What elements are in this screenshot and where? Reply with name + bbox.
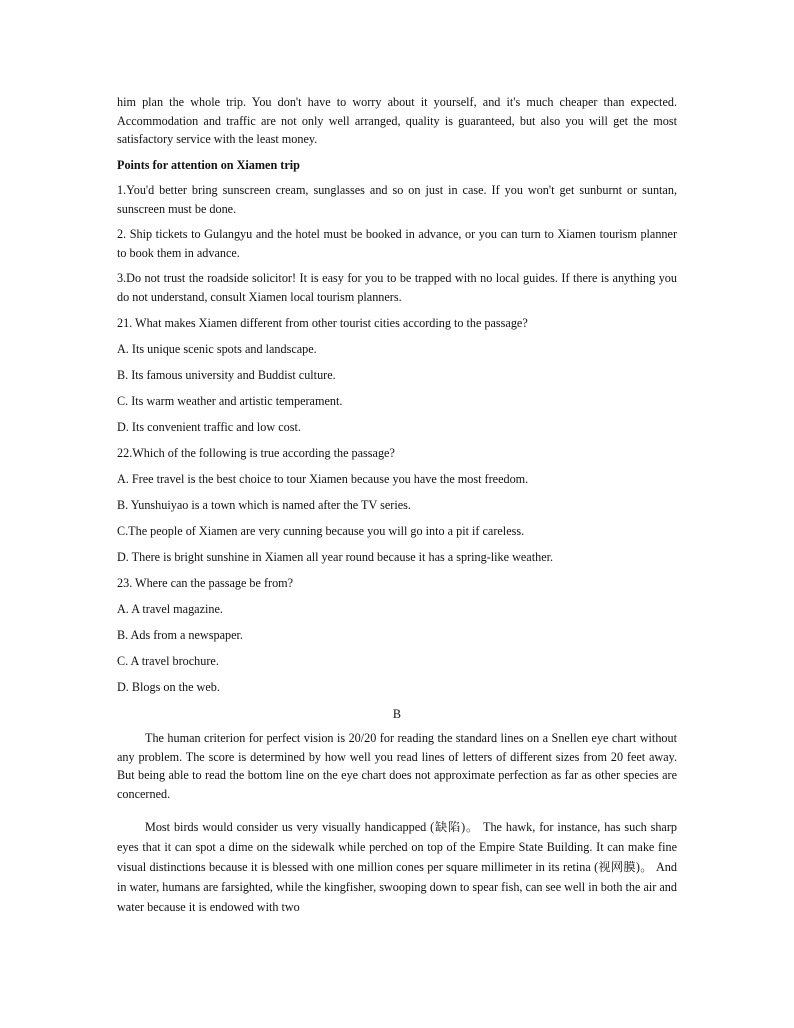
option-b: B. Its famous university and Buddist culture. — [117, 368, 336, 382]
point-item-3: 3.Do not trust the roadside solicitor! It is easy for you to be trapped with no local guides. If there is anything you do not understand, consult Xiamen local tourism planners. — [117, 271, 677, 304]
points-heading: Points for attention on Xiamen trip — [117, 157, 300, 172]
section-b-label: B — [392, 707, 402, 721]
option-a: A. Free travel is the best choice to tour Xiamen because you have the most freedom. — [117, 472, 529, 486]
point-item-1: 1.You'd better bring sunscreen cream, sunglasses and so on just in case. If you won't get sunburnt or suntan, sunscreen must be done. — [117, 183, 677, 216]
option-a: A. Its unique scenic spots and landscape. — [117, 342, 317, 356]
question-stem: 22.Which of the following is true according the passage? — [117, 446, 395, 460]
document-page — [117, 93, 677, 917]
option-d: D. Its convenient traffic and low cost. — [117, 420, 301, 434]
option-c: C. A travel brochure. — [117, 654, 219, 668]
question-stem: 23. Where can the passage be from? — [117, 576, 294, 590]
question-stem: 21. What makes Xiamen different from other tourist cities according to the passage? — [117, 316, 528, 330]
section-b-paragraph-1: The human criterion for perfect vision is 20/20 for reading the standard lines on a Snellen eye chart without any problem. The score is determined by how well you read lines of letters of different sizes from 20 feet away. But being able to read the bottom line on the eye chart does not approximate perfection as far as other species are concerned. — [117, 731, 677, 801]
question-22 — [117, 444, 677, 566]
option-d: D. Blogs on the web. — [117, 680, 220, 694]
intro-paragraph: him plan the whole trip. You don't have to worry about it yourself, and it's much cheaper than expected. Accommodation and traffic are not only well arranged, quality is guaranteed, but also you will get the most satisfactory service with the least money. — [117, 95, 677, 146]
point-item-2: 2. Ship tickets to Gulangyu and the hotel must be booked in advance, or you can turn to Xiamen tourism planner to book them in advance. — [117, 227, 677, 260]
option-b: B. Yunshuiyao is a town which is named after the TV series. — [117, 498, 411, 512]
option-c: C. Its warm weather and artistic temperament. — [117, 394, 343, 408]
option-b: B. Ads from a newspaper. — [117, 628, 243, 642]
section-b-paragraph-2: Most birds would consider us very visually handicapped (缺陷)。 The hawk, for instance, has such sharp eyes that it can spot a dime on the sidewalk while perched on top of the Empire State Building. It can make fine visual distinctions because it is blessed with one million cones per square millimeter in its retina (视网膜)。 And in water, humans are farsighted, while the kingfisher, swooping down to spear fish, can see well in both the air and water because it is endowed with two — [117, 820, 677, 914]
option-a: A. A travel magazine. — [117, 602, 223, 616]
option-d: D. There is bright sunshine in Xiamen all year round because it has a spring-like weather. — [117, 550, 554, 564]
option-c: C.The people of Xiamen are very cunning because you will go into a pit if careless. — [117, 524, 525, 538]
question-23 — [117, 574, 677, 696]
question-21 — [117, 314, 677, 436]
